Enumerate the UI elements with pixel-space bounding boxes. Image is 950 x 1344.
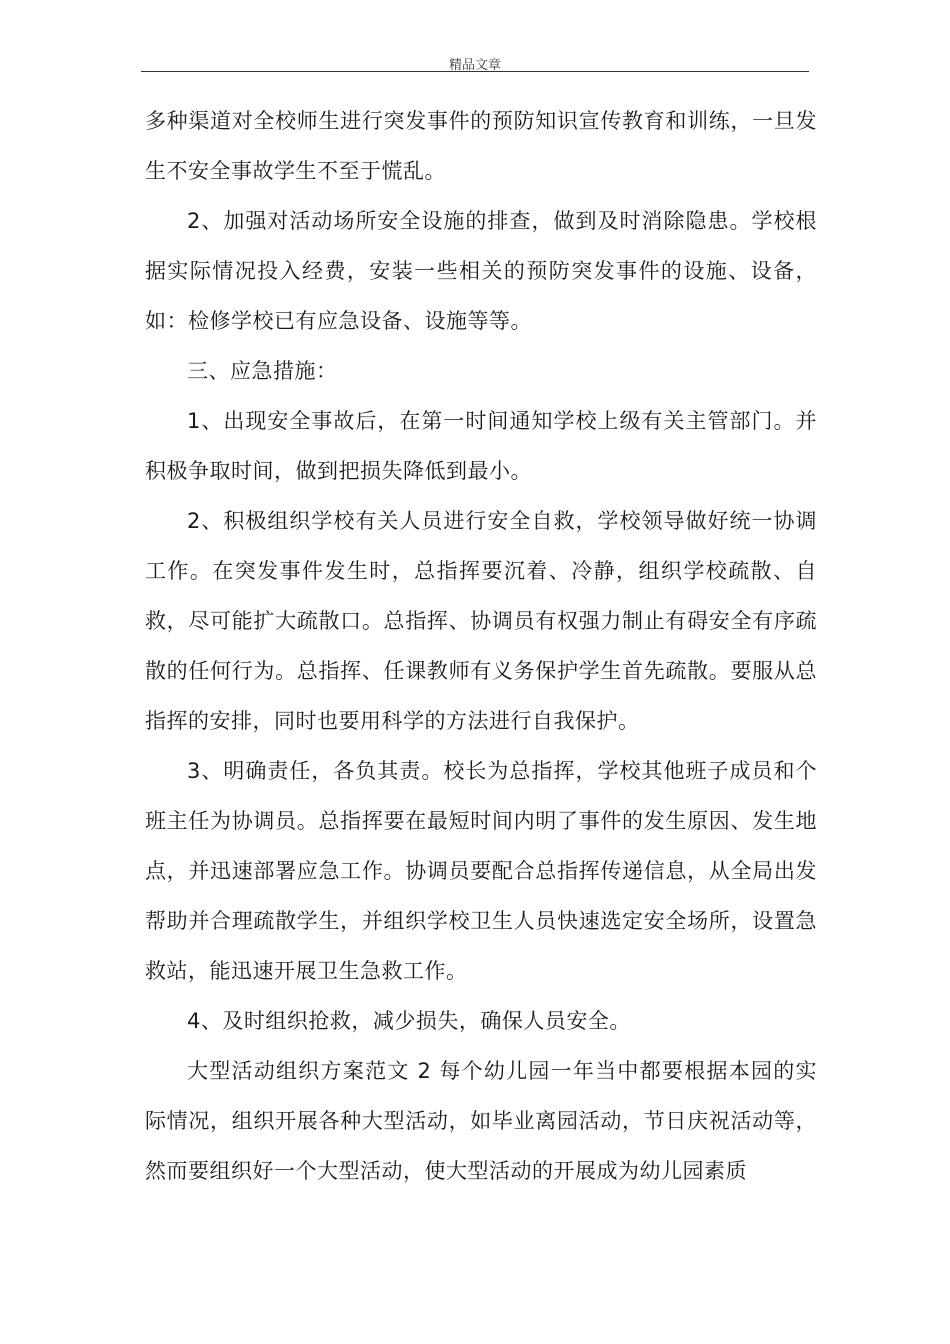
- paragraph: 4、及时组织抢救，减少损失，确保人员安全。: [187, 1009, 631, 1033]
- paragraph: 2、加强对活动场所安全设施的排查，做到及时消除隐患。学校根据实际情况投入经费，安装一些相关的预防突发事件的设施、设备，如：检修学校已有应急设备、设施等等。: [145, 209, 817, 333]
- document-body: [145, 96, 817, 1196]
- paragraph: 大型活动组织方案范文 2 每个幼儿园一年当中都要根据本园的实际情况，组织开展各种大型活动，如毕业离园活动，节日庆祝活动等，然而要组织好一个大型活动，使大型活动的开展成为幼儿园素质: [145, 1059, 817, 1183]
- paragraph: 3、明确责任，各负其责。校长为总指挥，学校其他班子成员和个班主任为协调员。总指挥要在最短时间内明了事件的发生原因、发生地点，并迅速部署应急工作。协调员要配合总指挥传递信息，从全局出发帮助并合理疏散学生，并组织学校卫生人员快速选定安全场所，设置急救站，能迅速开展卫生急救工作。: [145, 759, 817, 983]
- paragraph: 多种渠道对全校师生进行突发事件的预防知识宣传教育和训练，一旦发生不安全事故学生不至于慌乱。: [145, 109, 817, 183]
- page-header-title: 精品文章: [448, 58, 501, 73]
- section-heading: 三、应急措施：: [187, 359, 338, 383]
- header-divider: [141, 71, 809, 72]
- paragraph: 2、积极组织学校有关人员进行安全自救，学校领导做好统一协调工作。在突发事件发生时，总指挥要沉着、冷静，组织学校疏散、自救，尽可能扩大疏散口。总指挥、协调员有权强力制止有碍安全有序疏散的任何行为。总指挥、任课教师有义务保护学生首先疏散。要服从总指挥的安排，同时也要用科学的方法进行自我保护。: [145, 509, 817, 733]
- paragraph: 1、出现安全事故后，在第一时间通知学校上级有关主管部门。并积极争取时间，做到把损失降低到最小。: [145, 409, 817, 483]
